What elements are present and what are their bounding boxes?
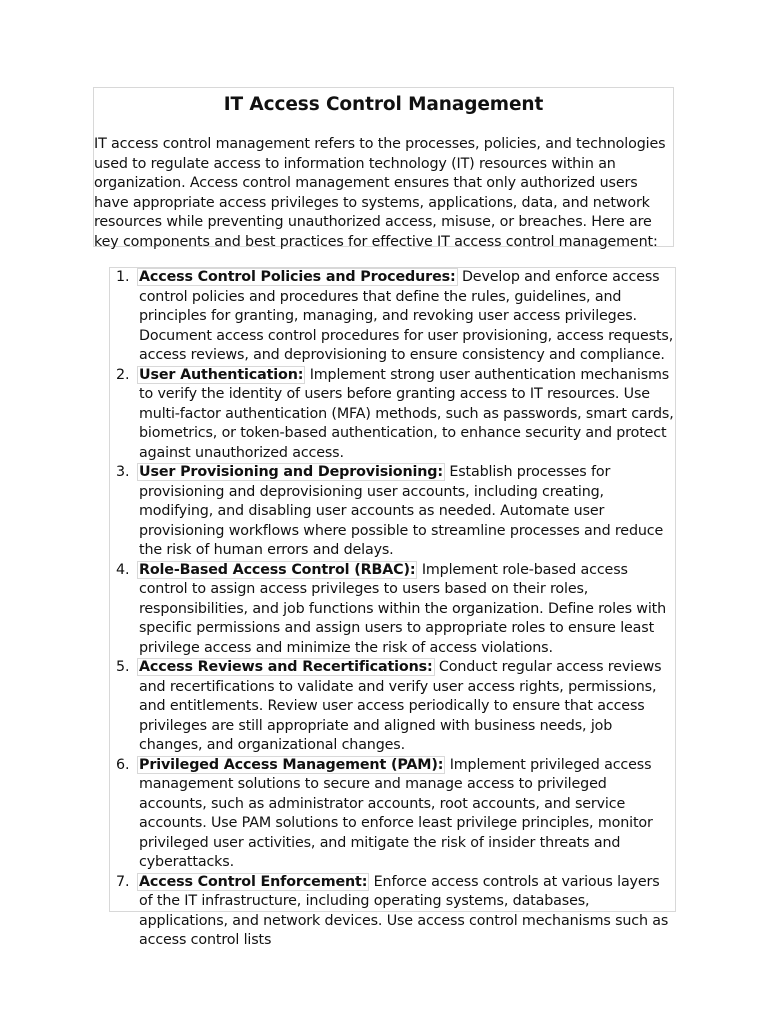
document-title: IT Access Control Management (223, 94, 544, 115)
item-number: 4. (116, 561, 130, 578)
item-heading: User Provisioning and Deprovisioning: (139, 464, 443, 480)
list-item (110, 756, 675, 873)
item-heading: Access Control Enforcement: (139, 873, 368, 890)
list-item (110, 366, 675, 464)
item-number: 2. (116, 366, 130, 383)
item-heading: Access Control Policies and Procedures: (139, 269, 456, 285)
list-item (110, 561, 675, 659)
item-number: 5. (116, 659, 130, 675)
intro-section (93, 87, 674, 250)
item-number: 1. (116, 269, 130, 285)
item-text: Establish processes for provisioning and deprovisioning user accounts, including creating, modifying, and disabling user accounts as needed. Automate user provisioning workflows where possible to streamline processes and reduce the risk of human errors and delays. (139, 464, 664, 558)
list-item (110, 873, 675, 951)
components-list-section (109, 267, 676, 948)
item-text: Implement strong user authentication mechanisms to verify the identity of users before granting access to IT resources. Use multi-factor authentication (MFA) methods, such as passwords, smart cards, biometrics, or token-based authentication, to enhance security and protect against unauthorized access. (139, 366, 674, 461)
item-heading: Privileged Access Management (PAM): (139, 756, 444, 773)
item-text: Implement role-based access control to assign access privileges to users based on their roles, responsibilities, and job functions within the organization. Define roles with specific permissions and assign users to appropriate roles to ensure least privilege access and minimize the risk of access violations. (139, 561, 667, 656)
item-number: 3. (116, 464, 130, 480)
list-item (110, 463, 675, 561)
item-heading: User Authentication: (139, 366, 304, 383)
item-heading: Access Reviews and Recertifications: (139, 659, 433, 675)
item-text: Develop and enforce access control policies and procedures that define the rules, guidelines, and principles for granting, managing, and revoking user access privileges. Document access control procedures for user provisioning, access requests, access reviews, and deprovisioning to ensure consistency and compliance. (139, 269, 674, 363)
item-text: Enforce access controls at various layers of the IT infrastructure, including operating systems, databases, applications, and network devices. Use access control mechanisms such as access control lists (139, 873, 669, 948)
item-number: 7. (116, 873, 130, 890)
intro-paragraph: IT access control management refers to the processes, policies, and technologies used to regulate access to information technology (IT) resources within an organization. Access control management ensures that only authorized users have appropriate access privileges to systems, applications, data, and network resources while preventing unauthorized access, misuse, or breaches. Here are key components and best practices for effective IT access control management: (94, 136, 666, 250)
item-heading: Role-Based Access Control (RBAC): (139, 561, 416, 578)
list-item (110, 268, 675, 366)
item-text: Conduct regular access reviews and recertifications to validate and verify user access rights, permissions, and entitlements. Review user access periodically to ensure that access privileges are still appropriate and aligned with business needs, job changes, and organizational changes. (139, 659, 662, 753)
list-item (110, 658, 675, 756)
components-list (110, 268, 675, 951)
item-number: 6. (116, 756, 130, 773)
item-text: Implement privileged access management solutions to secure and manage access to privileged accounts, such as administrator accounts, root accounts, and service accounts. Use PAM solutions to enforce least privilege principles, monitor privileged user activities, and mitigate the risk of insider threats and cyberattacks. (139, 756, 653, 870)
